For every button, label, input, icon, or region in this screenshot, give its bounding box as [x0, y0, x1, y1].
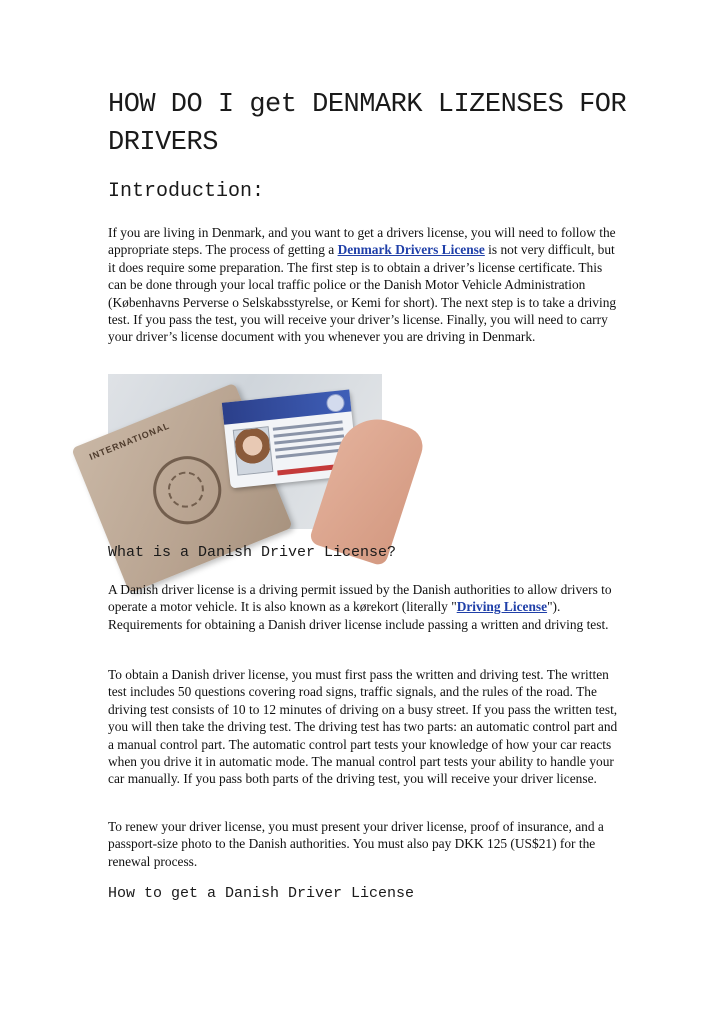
definition-text-before: A Danish driver license is a driving permit issued by the Danish authorities to allow drivers to operate a motor vehicle. It is also known as a kørekort (literally "	[108, 582, 612, 615]
intro-heading: Introduction:	[108, 180, 265, 203]
definition-paragraph	[108, 581, 620, 633]
requirements-paragraph: To obtain a Danish driver license, you must first pass the written and driving test. The written test includes 50 questions covering road signs, traffic signals, and the rules of the road. The driving test consists of 10 to 12 minutes of driving on a busy street. If you pass the written test, you will then take the driving test. The driving test has two parts: an automatic control part and a manual control part. The automatic control part tests your knowledge of how your car reacts when you drive it in automatic mode. The manual control part tests your ability to handle your car manually. If you pass both parts of the driving test, you will receive your driver license.	[108, 667, 618, 787]
passport-title: INTERNATIONAL	[87, 420, 172, 462]
definition-text-after: "). Requirements for obtaining a Danish driver license include passing a written and driving test.	[108, 599, 609, 632]
license-photo	[87, 374, 382, 529]
seal-emblem-icon	[143, 446, 232, 535]
denmark-drivers-license-link[interactable]: Denmark Drivers License	[337, 242, 485, 258]
intro-text-before: If you are living in Denmark, and you want to get a drivers license, you will need to follow the appropriate steps. The process of getting a	[108, 225, 616, 258]
section-heading-how-to: How to get a Danish Driver License	[108, 885, 415, 902]
id-card-red-strip	[277, 464, 337, 475]
id-card-portrait	[233, 426, 274, 476]
renewal-paragraph: To renew your driver license, you must present your driver license, proof of insurance, and a passport-size photo to the Danish authorities. You must also pay DKK 125 (US$21) for the renewal process.	[108, 819, 604, 869]
page-title: HOW DO I get DENMARK LIZENSES FOR DRIVERS	[108, 90, 627, 158]
intro-text-after: is not very difficult, but it does require some preparation. The first step is to obtain a driver’s license certificate. This can be done through your local traffic police or the Danish Motor Vehicle Administration (Københavns Perverse o Selskabsstyrelse, or Kemi for short). The next step is to take a driving test. If you pass the test, you will receive your driver’s license. Finally, you will need to carry your driver’s license document with you whenever you are driving in Denmark.	[108, 242, 617, 345]
section-heading-what-is: What is a Danish Driver License?	[108, 544, 397, 561]
driving-license-link[interactable]: Driving License	[456, 599, 548, 615]
intro-paragraph	[108, 224, 620, 346]
